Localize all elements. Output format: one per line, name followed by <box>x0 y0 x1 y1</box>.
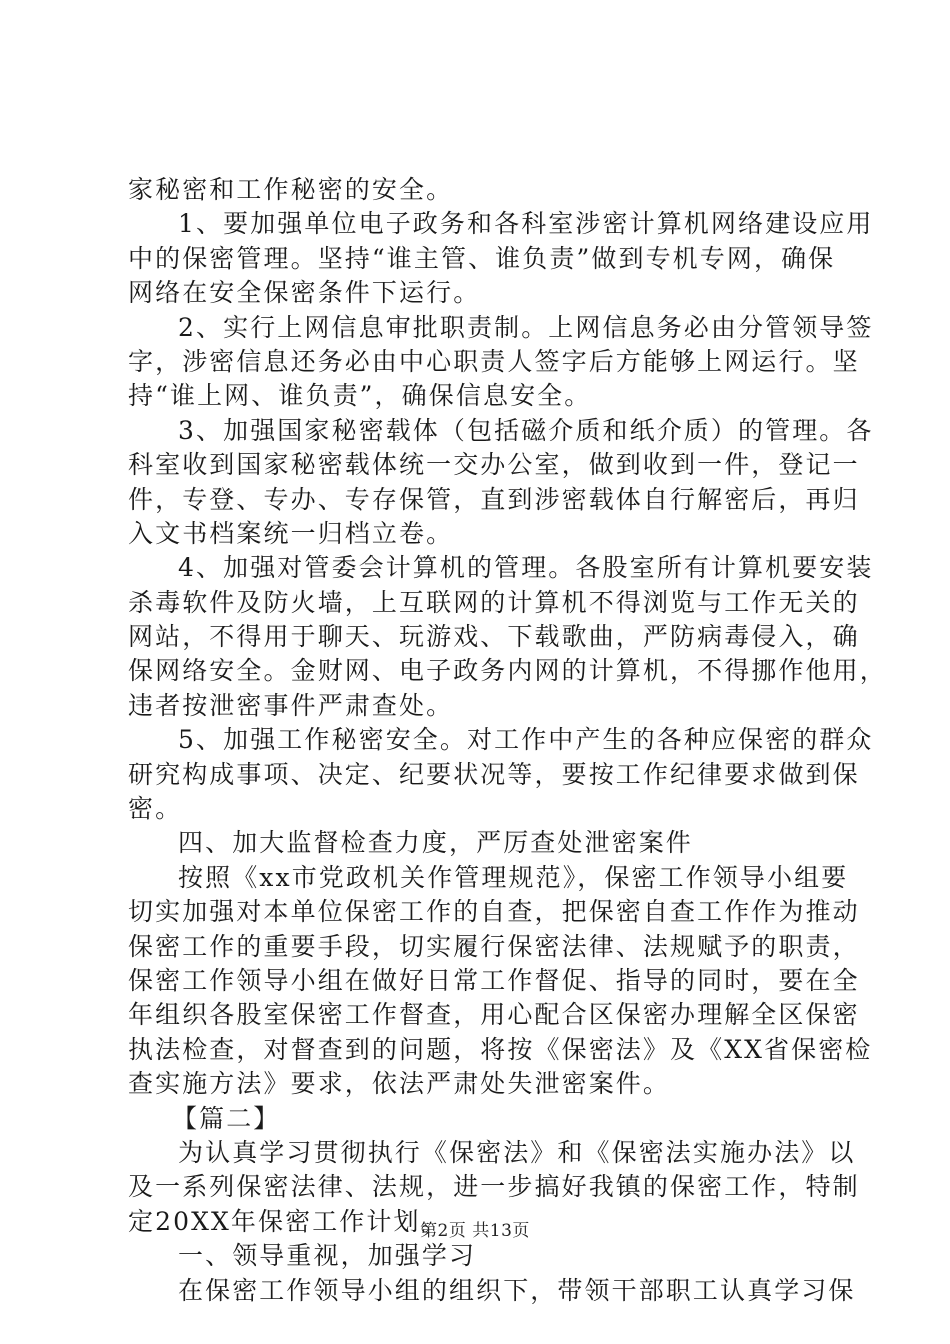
part-heading: 【篇二】 <box>172 1103 281 1133</box>
text-line: 保密工作的重要手段，切实履行保密法律、法规赋予的职责， <box>128 931 860 961</box>
text-line: 研究构成事项、决定、纪要状况等，要按工作纪律要求做到保 <box>128 759 860 789</box>
text-line: 查实施方法》要求，依法严肃处失泄密案件。 <box>128 1069 671 1099</box>
text-line: 定20XX年保密工作计划。 <box>128 1206 448 1236</box>
text-line: 在保密工作领导小组的组织下，带领干部职工认真学习保 <box>178 1275 856 1305</box>
text-line: 切实加强对本单位保密工作的自查，把保密自查工作作为推动 <box>128 897 860 927</box>
text-line: 执法检查，对督查到的问题，将按《保密法》及《XX省保密检 <box>128 1034 873 1064</box>
text-line: 为认真学习贯彻执行《保密法》和《保密法实施办法》以 <box>178 1137 856 1167</box>
text-line: 网站，不得用于聊天、玩游戏、下载歌曲，严防病毒侵入，确 <box>128 622 860 652</box>
text-line: 保网络安全。金财网、电子政务内网的计算机，不得挪作他用， <box>128 656 887 686</box>
text-line: 字，涉密信息还务必由中心职责人签字后方能够上网运行。坚 <box>128 346 860 376</box>
text-line: 入文书档案统一归档立卷。 <box>128 518 454 548</box>
text-line: 件，专登、专办、专存保管，直到涉密载体自行解密后，再归 <box>128 484 860 514</box>
page-number: 第2页 共13页 <box>420 1221 530 1241</box>
text-line: 违者按泄密事件严肃查处。 <box>128 690 454 720</box>
text-line: 3、加强国家秘密载体（包括磁介质和纸介质）的管理。各 <box>178 415 874 445</box>
text-line: 网络在安全保密条件下运行。 <box>128 278 481 308</box>
text-line: 保密工作领导小组在做好日常工作督促、指导的同时，要在全 <box>128 965 860 995</box>
text-line: 密。 <box>128 794 183 824</box>
text-line: 1、要加强单位电子政务和各科室涉密计算机网络建设应用 <box>178 209 874 239</box>
text-line: 4、加强对管委会计算机的管理。各股室所有计算机要安装 <box>178 553 874 583</box>
text-line: 2、实行上网信息审批职责制。上网信息务必由分管领导签 <box>178 312 874 342</box>
text-line: 科室收到国家秘密载体统一交办公室，做到收到一件，登记一 <box>128 450 860 480</box>
section-heading: 一、领导重视，加强学习 <box>178 1241 477 1271</box>
text-line: 及一系列保密法律、法规，进一步搞好我镇的保密工作，特制 <box>128 1172 860 1202</box>
text-line: 按照《xx市党政机关作管理规范》，保密工作领导小组要 <box>178 862 849 892</box>
text-line: 杀毒软件及防火墙，上互联网的计算机不得浏览与工作无关的 <box>128 587 860 617</box>
section-heading: 四、加大监督检查力度，严厉查处泄密案件 <box>178 828 693 858</box>
text-line: 中的保密管理。坚持“谁主管、谁负责”做到专机专网，确保 <box>128 243 836 273</box>
text-line: 家秘密和工作秘密的安全。 <box>128 175 454 204</box>
document-body <box>128 173 887 1308</box>
text-line: 持“谁上网、谁负责”，确保信息安全。 <box>128 381 592 411</box>
text-line: 年组织各股室保密工作督查，用心配合区保密办理解全区保密 <box>128 1000 860 1030</box>
text-line: 5、加强工作秘密安全。对工作中产生的各种应保密的群众 <box>178 725 874 755</box>
